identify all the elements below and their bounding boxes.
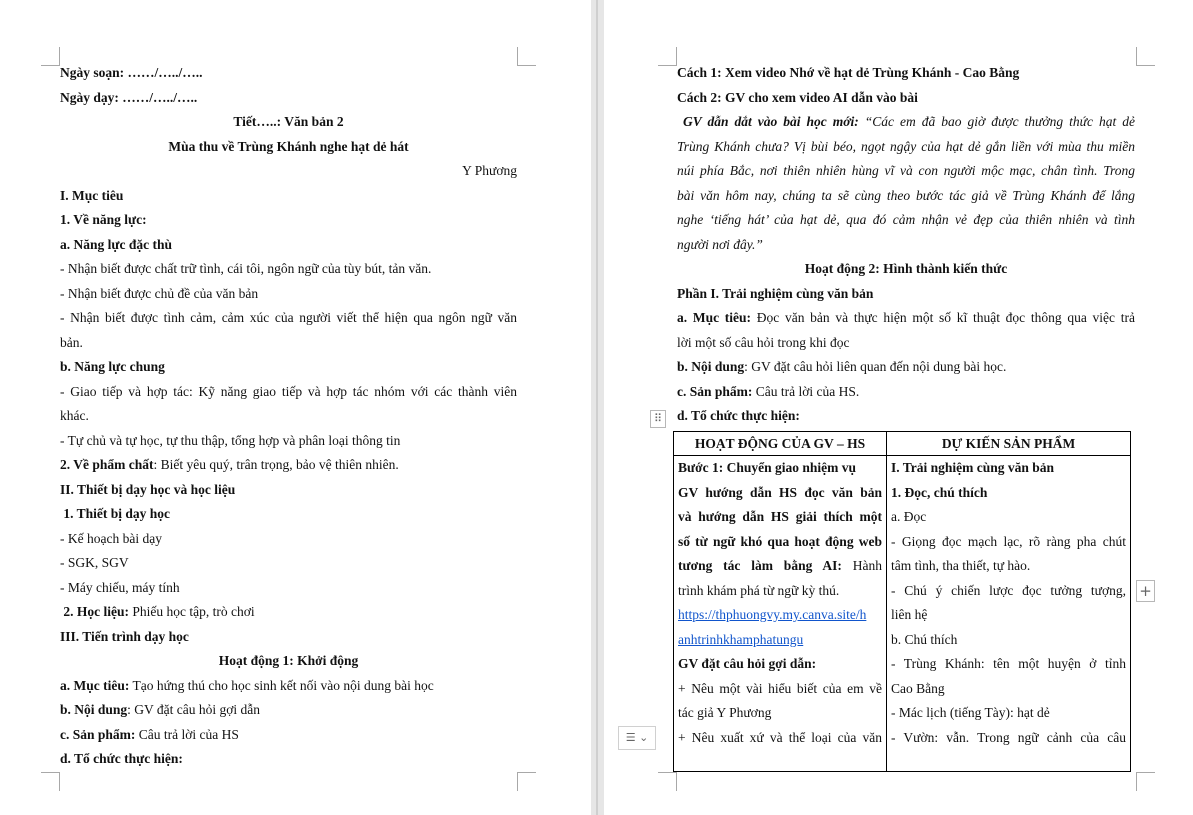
activity-table	[673, 431, 1131, 772]
intro-text: người nơi đây.”	[677, 237, 763, 252]
learning-materials-line	[60, 600, 517, 625]
intro-text: bài văn hôm nay, chúng ta sẽ cùng theo bước tác giả về Trùng Khánh để lắng	[677, 188, 1135, 203]
product-text: - Mác lịch (tiếng Tày): hạt dẻ	[891, 705, 1050, 720]
product-text: tâm tình, tha thiết, tự hào.	[891, 558, 1031, 573]
learning-materials-text: Phiếu học tập, trò chơi	[129, 604, 255, 619]
product-text: - Giọng đọc mạch lạc, rõ ràng pha chút	[891, 533, 1126, 549]
author-name: Y Phương	[462, 163, 517, 178]
heading-competence: 1. Về năng lực:	[60, 212, 147, 227]
crop-mark-bottom-right	[1136, 772, 1155, 791]
chevron-down-icon: ⌄	[639, 731, 649, 744]
qualities-text: : Biết yêu quý, trân trọng, bảo vệ thiên nhiên.	[153, 457, 399, 472]
content-label: b. Nội dung	[60, 702, 128, 717]
intro-text: Trùng Khánh chưa? Vị bùi béo, ngọt ngậy của hạt dẻ gắn liền với mùa thu miền	[677, 139, 1135, 154]
objective-label: a. Mục tiêu:	[677, 310, 752, 325]
product-text: Câu trả lời của HS	[135, 727, 239, 742]
objective-text: Đọc văn bản và thực hiện một số kĩ thuật đọc thông qua việc trả	[751, 310, 1135, 325]
intro-line	[677, 110, 1135, 135]
product-text: - Vườn: vẫn. Trong ngữ cảnh của câu	[891, 729, 1126, 745]
table-cell-products[interactable]	[887, 456, 1131, 772]
heading-equipment: II. Thiết bị dạy học và học liệu	[60, 482, 236, 497]
objective-text-continued: lời một số câu hỏi trong khi đọc	[677, 335, 850, 350]
product-text: a. Đọc	[891, 509, 927, 524]
canva-link[interactable]: https://thphuongvy.my.canva.site/h	[678, 607, 867, 622]
canva-link-continued[interactable]: anhtrinhkhamphatungu	[678, 631, 804, 647]
heading-implementation: d. Tổ chức thực hiện:	[677, 408, 800, 423]
product-label: c. Sản phẩm:	[677, 384, 753, 399]
objective-text: Tạo hứng thú cho học sinh kết nối vào nội dung bài học	[129, 678, 434, 693]
heading-part-1: Phần I. Trải nghiệm cùng văn bản	[677, 286, 874, 301]
crop-mark-top-left	[41, 47, 60, 66]
product-line	[677, 380, 1135, 405]
intro-label: GV dẫn dắt vào bài học mới:	[677, 114, 859, 129]
table-header-teacher-student: HOẠT ĐỘNG CỦA GV – HS	[674, 432, 887, 456]
task-text: tương tác làm bằng AI:	[678, 558, 842, 573]
intro-text: “Các em đã bao giờ được thưởng thức hạt dẻ	[858, 114, 1135, 129]
product-line	[60, 723, 517, 748]
step-1-title: Bước 1: Chuyển giao nhiệm vụ	[678, 460, 856, 475]
product-text: - Trùng Khánh: tên một huyện ở tỉnh	[891, 656, 1126, 671]
bullet-text: - Kế hoạch bài dạy	[60, 531, 162, 546]
table-cell-activities[interactable]	[674, 456, 887, 772]
bullet-text: - SGK, SGV	[60, 555, 129, 570]
task-text: số từ ngữ khó qua hoạt động web	[678, 533, 882, 549]
method-2: Cách 2: GV cho xem video AI dẫn vào bài	[677, 90, 918, 105]
product-text: liên hệ	[891, 607, 928, 622]
method-1: Cách 1: Xem video Nhớ về hạt dẻ Trùng Khánh - Cao Bằng	[677, 65, 1020, 80]
intro-text: nghe ‘tiếng hát’ của hạt dẻ, qua đó cảm nhận vẻ đẹp của thiên nhiên và tình	[677, 212, 1135, 227]
bullet-text: - Tự chủ và tự học, tự thu thập, tổng hợp và phân loại thông tin	[60, 433, 401, 448]
table-row	[674, 456, 1131, 772]
lesson-title: Mùa thu về Trùng Khánh nghe hạt dẻ hát	[168, 139, 409, 154]
product-text: b. Chú thích	[891, 631, 958, 647]
task-text-line	[678, 554, 882, 579]
bullet-text: - Máy chiếu, máy tính	[60, 580, 180, 595]
content-line	[677, 355, 1135, 380]
objective-label: a. Mục tiêu:	[60, 678, 130, 693]
journey-text: trình khám phá từ ngữ kỳ thú.	[678, 582, 840, 598]
objective-line	[677, 306, 1135, 331]
heading-activity-2: Hoạt động 2: Hình thành kiến thức	[804, 261, 1008, 276]
heading-teaching-equipment: 1. Thiết bị dạy học	[60, 506, 171, 521]
crop-mark-bottom-left	[658, 772, 677, 791]
task-text: và hướng dẫn HS giải thích một	[678, 509, 882, 524]
crop-mark-top-left	[658, 47, 677, 66]
question-text: + Nêu xuất xứ và thể loại của văn	[678, 729, 882, 745]
layout-options-button[interactable]	[618, 726, 656, 750]
guiding-questions-title: GV đặt câu hỏi gợi dẫn:	[678, 656, 817, 671]
bullet-text: - Nhận biết được tình cảm, cảm xúc của người viết thể hiện qua ngôn ngữ văn	[60, 310, 517, 325]
content-text: : GV đặt câu hỏi liên quan đến nội dung bài học.	[744, 359, 1007, 374]
product-label: c. Sản phẩm:	[60, 727, 136, 742]
table-header-row	[674, 432, 1131, 456]
heading-general-competence: b. Năng lực chung	[60, 359, 165, 374]
add-column-icon[interactable]: +	[1136, 580, 1155, 602]
section-title: I. Trải nghiệm cùng văn bản	[891, 460, 1055, 475]
bullet-text: - Nhận biết được chất trữ tình, cái tôi, ngôn ngữ của tùy bút, tản văn.	[60, 261, 432, 276]
bullet-text-continued: khác.	[60, 408, 89, 423]
heading-activity-1: Hoạt động 1: Khởi động	[218, 653, 359, 668]
qualities-label: 2. Về phẩm chất	[60, 457, 154, 472]
journey-label: Hành	[841, 558, 882, 573]
task-text: GV hướng dẫn HS đọc văn bản	[678, 484, 882, 500]
date-prepared: Ngày soạn: ……/…../…..	[60, 65, 203, 80]
bullet-text: - Giao tiếp và hợp tác: Kỹ năng giao tiếp và hợp tác nhóm với các thành viên	[60, 384, 517, 399]
heading-objectives: I. Mục tiêu	[60, 188, 124, 203]
content-label: b. Nội dung	[677, 359, 745, 374]
content-text: : GV đặt câu hỏi gợi dẫn	[127, 702, 261, 717]
qualities-line	[60, 453, 517, 478]
heading-specific-competence: a. Năng lực đặc thù	[60, 237, 172, 252]
table-move-handle-icon[interactable]: ⠿	[650, 410, 666, 428]
crop-mark-top-right	[517, 47, 536, 66]
question-text: tác giả Y Phương	[678, 705, 772, 720]
learning-materials-label: 2. Học liệu:	[60, 604, 129, 619]
heading-implementation: d. Tổ chức thực hiện:	[60, 751, 183, 766]
question-text: + Nêu một vài hiểu biết của em về	[678, 680, 882, 696]
heading-procedure: III. Tiến trình dạy học	[60, 629, 189, 644]
date-taught: Ngày dạy: ……/…../…..	[60, 90, 198, 105]
objective-line	[60, 674, 517, 699]
content-line	[60, 698, 517, 723]
product-text: - Chú ý chiến lược đọc tưởng tượng,	[891, 582, 1126, 598]
lesson-number: Tiết…..: Văn bản 2	[233, 114, 344, 129]
crop-mark-top-right	[1136, 47, 1155, 66]
page-separator	[596, 0, 598, 815]
product-text: Câu trả lời của HS.	[752, 384, 860, 399]
product-text: Cao Bằng	[891, 680, 945, 696]
intro-text: núi phía Bắc, nơi thiên nhiên hùng vĩ và con người mộc mạc, chân tình. Trong	[677, 163, 1135, 178]
sub-title: 1. Đọc, chú thích	[891, 484, 988, 500]
layout-options-icon: ☰	[625, 731, 636, 744]
crop-mark-bottom-left	[41, 772, 60, 791]
bullet-text-continued: bản.	[60, 335, 83, 350]
table-header-expected-product: DỰ KIẾN SẢN PHẨM	[887, 432, 1131, 456]
crop-mark-bottom-right	[517, 772, 536, 791]
bullet-text: - Nhận biết được chủ đề của văn bản	[60, 286, 259, 301]
